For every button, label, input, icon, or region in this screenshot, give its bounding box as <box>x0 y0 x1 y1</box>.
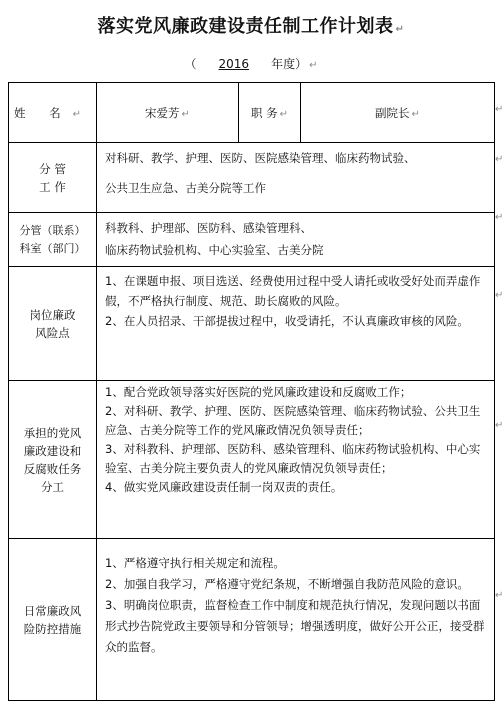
work-line: 对科研、教学、护理、医防、医院感染管理、临床药物试验、 <box>105 151 416 165</box>
document-title <box>0 12 502 38</box>
work-line: 公共卫生应急、古美分院等工作 <box>105 181 266 195</box>
row-end-mark: ↵ <box>495 104 503 115</box>
name-value-cell <box>97 83 239 143</box>
row-end-mark: ↵ <box>495 154 503 165</box>
name-label: 姓 名 <box>13 105 71 120</box>
work-label-cell <box>9 143 97 213</box>
measures-content-cell <box>97 539 495 701</box>
risk-content-cell <box>97 267 495 381</box>
paragraph-mark: ↵ <box>72 108 92 120</box>
year-line <box>0 55 502 72</box>
table-row-duty <box>9 381 495 539</box>
position-value: 副院长 <box>375 105 410 120</box>
duty-content-cell <box>97 381 495 539</box>
risk-label-cell <box>9 267 97 381</box>
row-end-mark: ↵ <box>495 290 503 301</box>
dept-label: 分管（联系） 科室（部门） <box>19 223 86 255</box>
measures-item: 3、明确岗位职责，监督检查工作中制度和规范执行情况，发现问题以书面形式抄告院党政主要领导和分管领导；增强透明度，做好公开公正，接受群众的监督。 <box>105 598 485 654</box>
risk-item: 2、在人员招录、干部提拔过程中，收受请托，不认真廉政审核的风险。 <box>105 314 469 328</box>
table-row-risk <box>9 267 495 381</box>
year-prefix: （ <box>184 57 197 71</box>
duty-item: 2、对科研、教学、护理、医防、医院感染管理、临床药物试验、公共卫生应急、古美分院等工作的党风廉政情况负领导责任； <box>105 404 481 437</box>
title-text: 落实党风廉政建设责任制工作计划表 <box>97 16 394 37</box>
dept-line: 科教科、护理部、医防科、感染管理科、 <box>105 221 312 235</box>
year-suffix: 年度） <box>271 57 308 71</box>
row-end-mark: ↵ <box>495 212 503 223</box>
risk-label: 岗位廉政 风险点 <box>29 307 76 340</box>
risk-item: 1、在课题申报、项目选送、经费使用过程中受人请托或收受好处而弄虚作假，不严格执行制度、规范、助长腐败的风险。 <box>105 274 481 308</box>
measures-label-cell <box>9 539 97 701</box>
paragraph-mark: ↵ <box>309 60 318 71</box>
table-row-work <box>9 143 495 213</box>
position-label: 职 务 <box>250 105 278 120</box>
measures-item: 2、加强自我学习，严格遵守党纪条规，不断增强自我防范风险的意识。 <box>105 577 469 591</box>
table-row-measures <box>9 539 495 701</box>
paragraph-mark: ↵ <box>279 108 289 120</box>
responsibility-table <box>8 82 495 701</box>
measures-item: 1、严格遵守执行相关规定和流程。 <box>105 556 285 570</box>
duty-label: 承担的党风 廉政建设和 反腐败任务 分工 <box>23 425 82 494</box>
paragraph-mark: ↵ <box>411 108 420 120</box>
dept-content-cell <box>97 213 495 267</box>
duty-label-cell <box>9 381 97 539</box>
name-value: 宋爱芳 <box>145 105 180 120</box>
table-row-dept <box>9 213 495 267</box>
paragraph-mark: ↵ <box>181 108 190 120</box>
work-label: 分 管 工 作 <box>39 161 66 194</box>
paragraph-mark: ↵ <box>395 24 405 35</box>
dept-line: 临床药物试验机构、中心实验室、古美分院 <box>105 243 324 257</box>
work-content-cell <box>97 143 495 213</box>
year-value: 2016 <box>218 57 250 71</box>
position-label-cell <box>239 83 301 143</box>
dept-label-cell <box>9 213 97 267</box>
name-label-cell <box>9 83 97 143</box>
duty-item: 3、对科教科、护理部、医防科、感染管理科、临床药物试验机构、中心实验室、古美分院主要负责人的党风廉政情况负领导责任； <box>105 442 481 475</box>
measures-label: 日常廉政风 险防控措施 <box>23 603 82 636</box>
duty-item: 1、配合党政领导落实好医院的党风廉政建设和反腐败工作； <box>105 385 412 399</box>
table-row-name <box>9 83 495 143</box>
row-end-mark: ↵ <box>495 420 503 431</box>
row-end-mark: ↵ <box>495 590 503 601</box>
duty-item: 4、做实党风廉政建设责任制一岗双责的责任。 <box>105 480 343 494</box>
position-value-cell <box>301 83 495 143</box>
